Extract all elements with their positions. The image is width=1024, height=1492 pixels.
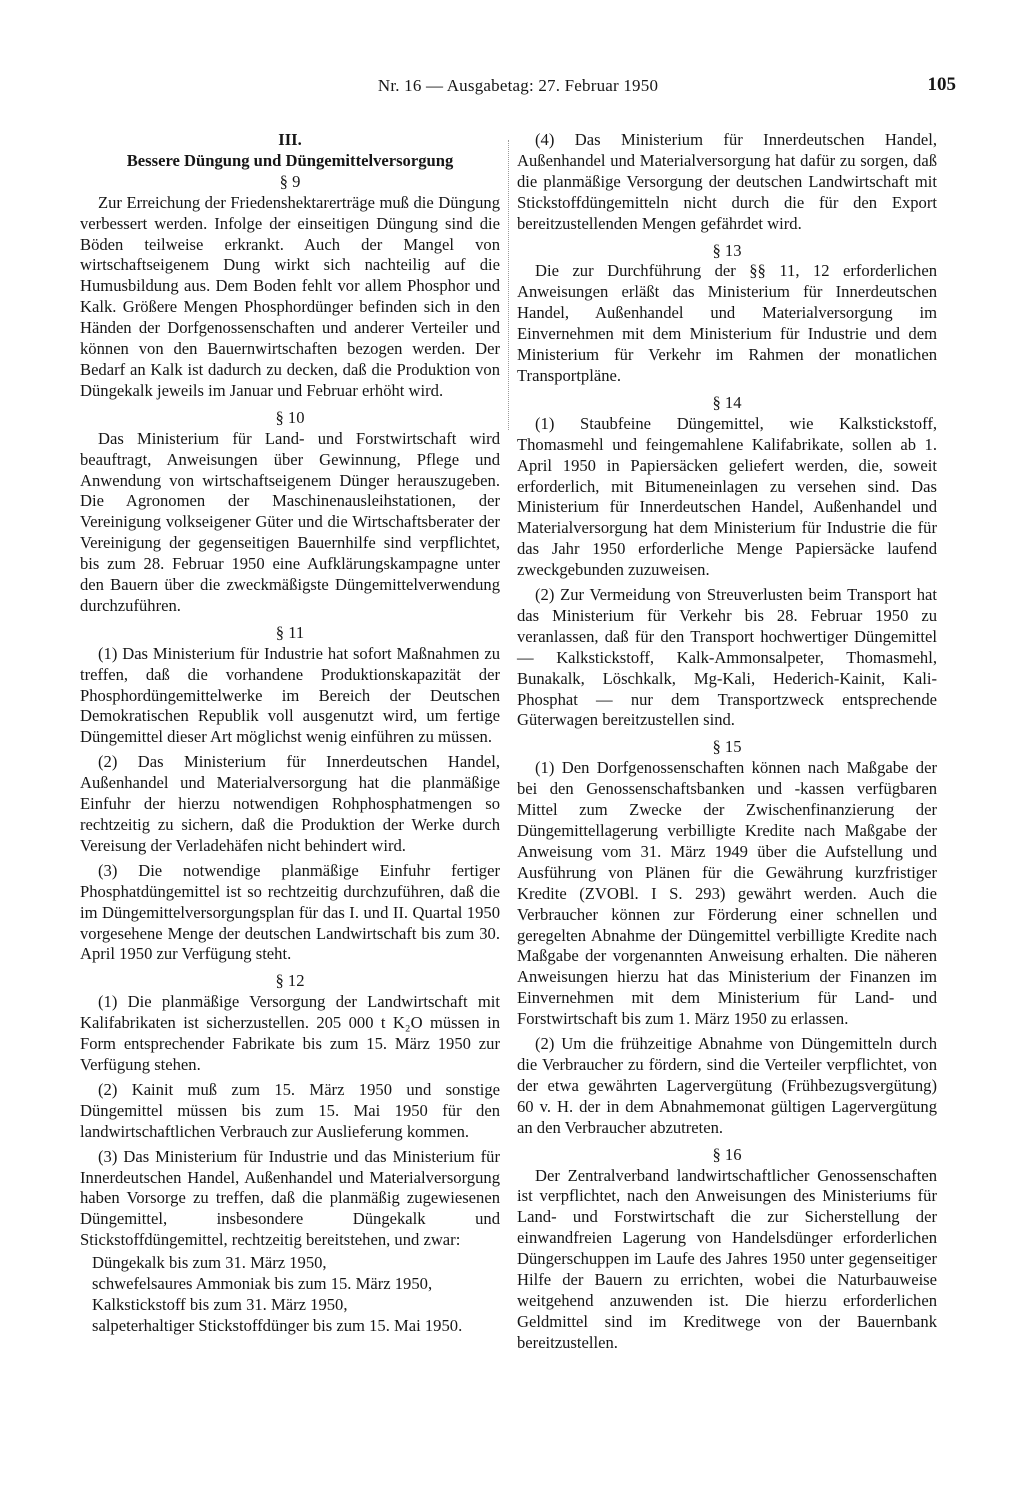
paragraph-12-sub-1: (1) Die planmäßige Versorgung der Landwirtschaft mit Kalifabrikaten ist sicherzustellen. 205 000 t K₂O müssen in Form entsprechender Fabrikate bis zum 15. März 1950 zur Verfügung stehen. [80,992,500,1074]
list-item: Düngekalk bis zum 31. März 1950, [92,1253,327,1273]
paragraph-9-title: § 9 [279,171,301,191]
paragraph-10-text: Das Ministerium für Land- und Forstwirtschaft wird beauftragt, Anweisungen über Gewinnung, Pflege und Anwendung von wirtschaftseigenem Dünger herauszugeben. Die Agronomen der Maschinenausleihstationen, der Vereinigung volkseigener Güter und die Wirtschaftsberater der Vereinigung der gegenseitigen Bauernhilfe sind verpflichtet, bis zum 28. Februar 1950 eine Aufklärungskampagne unter den Bauern über die zweckmäßigste Düngemittelverwendung durchzuführen. [80,428,500,615]
paragraph-12-sub-4: (4) Das Ministerium für Innerdeutschen Handel, Außenhandel und Materialversorgung hat dafür zu sorgen, daß die planmäßige Versorgung der deutschen Landwirtschaft mit Stickstoffdüngemitteln nicht durch die für den Export bereitzustellenden Mengen gefährdet wird. [517,130,937,233]
paragraph-14-title: § 14 [712,392,742,412]
paragraph-12-sub-3: (3) Das Ministerium für Industrie und das Ministerium für Innerdeutschen Handel, Außenhandel und Materialversorgung haben Vorsorge zu treffen, daß die planmäßig zugewiesenen Düngemittel, insbesondere Düngekalk und Stickstoffdüngemittel, rechtzeitig bereitstehen, und zwar: [80,1146,500,1250]
paragraph-15-sub-1: (1) Den Dorfgenossenschaften können nach Maßgabe der bei den Genossenschaftsbanken und -kassen verfügbaren Mittel zum Zwecke der Zwischenfinanzierung der Düngemittellagerung verbilligte Kredite nach Maßgabe der Anweisung vom 31. März 1949 über die Aufstellung und Ausführung von Plänen für die Gewährung kurzfristiger Kredite (ZVOBl. I S. 293) gewährt werden. Auch die Verbraucher können zur Förderung einer schnellen und geregelten Abnahme der Düngemittel verbilligte Kredite nach Maßgabe der vorgenannten Anweisung erhalten. Die näheren Anweisungen hierzu hat das Ministerium der Finanzen im Einvernehmen mit dem Ministerium für Land- und Forstwirtschaft bis zum 1. März 1950 zu erlassen. [517,758,937,1029]
deadline-list [80,1253,500,1337]
paragraph-15-title: § 15 [712,737,742,757]
paragraph-11-sub-2: (2) Das Ministerium für Innerdeutschen Handel, Außenhandel und Materialversorgung hat die planmäßige Einfuhr der hierzu notwendigen Rohphosphatmengen so rechtzeitig zu sichern, daß die Produktion der Werke durch Vereisung der Verladehäfen nicht behindert wird. [80,752,500,855]
page-header [80,76,956,102]
paragraph-13-text: Die zur Durchführung der §§ 11, 12 erforderlichen Anweisungen erläßt das Ministerium für Innerdeutschen Handel, Außenhandel und Materialversorgung im Einvernehmen mit dem Ministerium für Industrie und dem Ministerium für Verkehr im Rahmen der monatlichen Transportpläne. [517,261,937,385]
paragraph-16-title: § 16 [712,1144,742,1164]
paragraph-15-sub-2: (2) Um die frühzeitige Abnahme von Düngemitteln durch die Verbraucher zu fördern, sind die Verteiler verpflichtet, von der etwa gewährten Lagervergütung (Frühbezugsvergütung) 60 v. H. der in dem Abnahmemonat gültigen Lagervergütung an den Verbraucher abzutreten. [517,1034,937,1137]
column-divider [508,140,509,430]
section-title: Bessere Düngung und Düngemittelversorgung [126,150,454,170]
issue-line: Nr. 16 — Ausgabetag: 27. Februar 1950 [377,76,659,95]
paragraph-14-sub-2: (2) Zur Vermeidung von Streuverlusten beim Transport hat das Ministerium für Verkehr bis 28. Februar 1950 zu veranlassen, daß für den Transport hochwertiger Düngemittel — Kalkstickstoff, Kalk-Ammonsalpeter, Thomasmehl, Bunakalk, Löschkalk, Mg-Kali, Hederich-Kainit, Kali-Phosphat — nur dem Transportzweck entsprechende Güterwagen bereitzustellen sind. [517,585,937,730]
list-item: schwefelsaures Ammoniak bis zum 15. März 1950, [92,1274,433,1294]
left-column [80,130,500,1337]
right-column [517,130,937,1354]
paragraph-11-sub-1: (1) Das Ministerium für Industrie hat sofort Maßnahmen zu treffen, daß die vorhandene Produktionskapazität der Phosphordüngemittelwerke im Bereich der Deutschen Demokratischen Republik voll ausgenutzt wird, um fertige Düngemittel dieser Art möglichst wenig einführen zu müssen. [80,643,500,747]
paragraph-14-sub-1: (1) Staubfeine Düngemittel, wie Kalkstickstoff, Thomasmehl und feingemahlene Kalifabrikate, sollen ab 1. April 1950 in Papiersäcken geliefert werden, die, soweit erforderlich, mit Bitumeneinlagen zu versehen sind. Das Ministerium für Innerdeutschen Handel, Außenhandel und Materialversorgung hat dem Ministerium für Industrie die für das Jahr 1950 erforderliche Menge Papiersäcke laufend zweckgebunden zuzuweisen. [517,413,937,580]
paragraph-11-title: § 11 [275,622,305,642]
paragraph-11-sub-3: (3) Die notwendige planmäßige Einfuhr fertiger Phosphatdüngemittel ist so rechtzeitig durchzuführen, daß die im Düngemittelversorgungsplan für das I. und II. Quartal 1950 vorgesehene Menge der deutschen Landwirtschaft bis zum 30. April 1950 zur Verfügung steht. [80,860,500,964]
paragraph-10-title: § 10 [275,407,305,427]
paragraph-12-sub-2: (2) Kainit muß zum 15. März 1950 und sonstige Düngemittel müssen bis zum 15. Mai 1950 für den landwirtschaftlichen Verbrauch zur Auslieferung kommen. [80,1079,500,1141]
paragraph-9-text: Zur Erreichung der Friedenshektarerträge muß die Düngung verbessert werden. Infolge der einseitigen Düngung sind die Böden teilweise erkrankt. Auch der Mangel von wirtschaftseigenem Dung wirkt sich nachteilig auf die Humusbildung aus. Dem Boden fehlt vor allem Phosphor und Kalk. Größere Mengen Phosphordünger befinden sich in den Händen der Dorfgenossenschaften und anderer Verteiler und können von den Bauernwirtschaften bezogen werden. Der Bedarf an Kalk ist dadurch zu decken, daß die Produktion von Düngekalk jeweils im Januar und Februar erhöht wird. [80,192,500,400]
list-item: salpeterhaltiger Stickstoffdünger bis zum 15. Mai 1950. [92,1315,463,1335]
paragraph-16-text: Der Zentralverband landwirtschaftlicher Genossenschaften ist verpflichtet, nach den Anweisungen des Ministeriums für Land- und Forstwirtschaft die zur Sicherstellung der einwandfreien Lagerung von Handelsdünger erforderlichen Düngerschuppen im Laufe des Jahres 1950 unter gegenseitiger Hilfe der Bauern zu errichten, wobei die Naturbauweise weitgehend anzuwenden ist. Die hierzu erforderlichen Geldmittel sind im Kreditwege von der Bauernbank bereitzustellen. [517,1165,937,1352]
section-roman-numeral: III. [278,130,302,149]
list-item: Kalkstickstoff bis zum 31. März 1950, [92,1294,348,1314]
paragraph-13-title: § 13 [712,240,742,260]
page-number: 105 [927,74,956,95]
paragraph-12-title: § 12 [275,971,305,991]
